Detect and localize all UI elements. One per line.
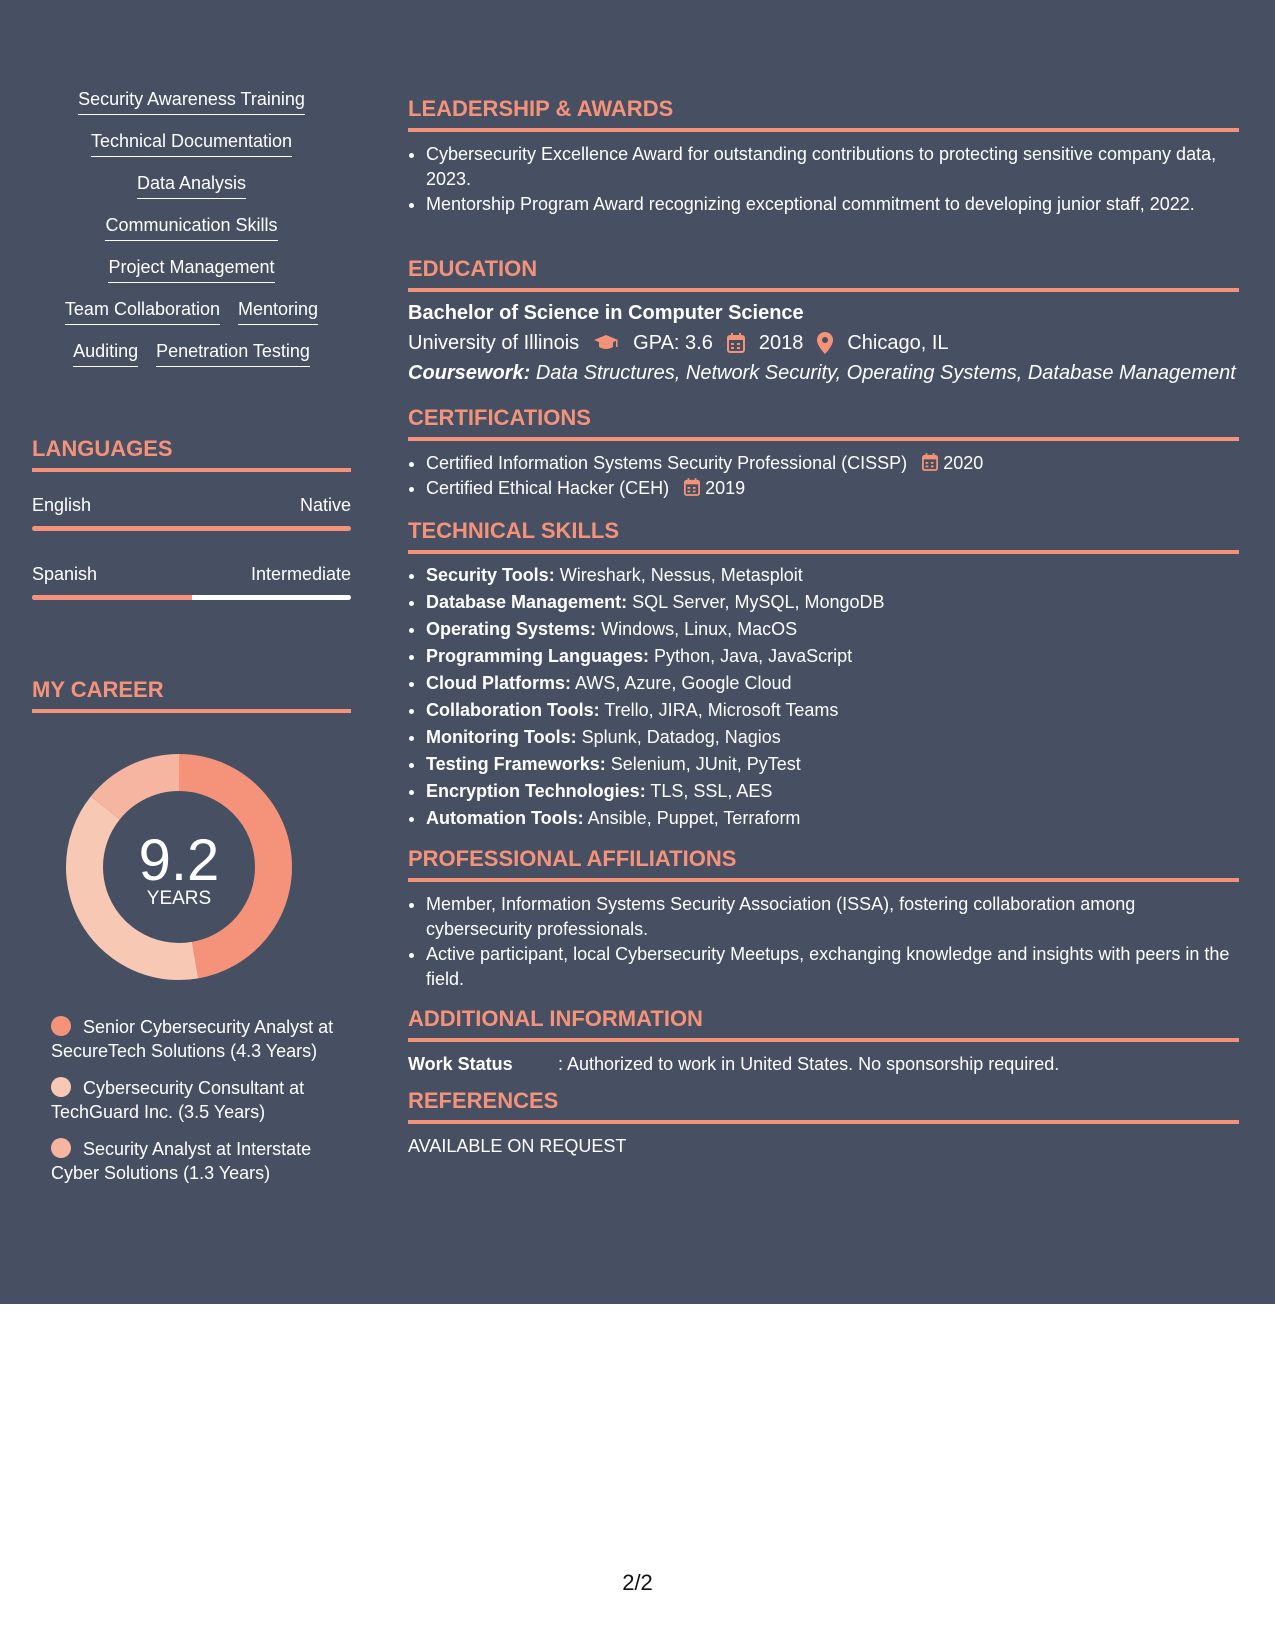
career-donut-chart (66, 754, 292, 980)
list-item (426, 751, 1239, 778)
skill-tag: Team Collaboration (65, 298, 220, 325)
calendar-icon (727, 333, 745, 353)
map-pin-icon (817, 332, 833, 354)
work-status-value: : Authorized to work in United States. No sponsorship required. (558, 1054, 1060, 1074)
certifications-list (408, 451, 1239, 501)
list-item (426, 616, 1239, 643)
legend-dot-icon (51, 1138, 71, 1158)
skill-values: Trello, JIRA, Microsoft Teams (604, 700, 839, 720)
skill-category: Cloud Platforms: (426, 673, 572, 693)
references-section (408, 1088, 1239, 1158)
education-coursework (408, 360, 1239, 386)
language-level: Native (299, 495, 351, 515)
calendar-icon (922, 453, 938, 471)
references-text: AVAILABLE ON REQUEST (408, 1136, 627, 1156)
technical-skills-section (408, 518, 1239, 832)
skill-values: SQL Server, MySQL, MongoDB (632, 592, 885, 612)
language-proficiency-bar (32, 526, 351, 531)
coursework-value: Data Structures, Network Security, Operating Systems, Database Management (535, 362, 1236, 384)
certification-name: Certified Information Systems Security Professional (CISSP) (426, 453, 908, 473)
language-level: Intermediate (250, 564, 351, 584)
affiliations-section (408, 846, 1239, 992)
work-status-label: Work Status (408, 1054, 513, 1074)
skill-category: Programming Languages: (426, 646, 650, 666)
skills-list (32, 88, 351, 382)
skill-tag: Security Awareness Training (78, 88, 305, 115)
skill-values: Splunk, Datadog, Nagios (581, 727, 781, 747)
language-proficiency-fill (32, 595, 192, 600)
legend-dot-icon (51, 1077, 71, 1097)
list-item (426, 562, 1239, 589)
certification-year: 2019 (705, 478, 746, 498)
work-status-row (408, 1052, 1239, 1076)
education-gpa: GPA: 3.6 (633, 332, 713, 354)
language-name: Spanish (32, 564, 98, 584)
additional-info-heading: ADDITIONAL INFORMATION (408, 1006, 1239, 1042)
career-years-unit: YEARS (146, 888, 212, 909)
affiliations-list (408, 892, 1239, 992)
references-heading: REFERENCES (408, 1088, 1239, 1124)
list-item: • Mentorship Program Award recognizing exceptional commitment to developing junior staff, 2022. (426, 192, 1239, 217)
skill-tag: Auditing (73, 340, 138, 367)
skill-values: Selenium, JUnit, PyTest (610, 754, 801, 774)
leadership-heading: LEADERSHIP & AWARDS (408, 96, 1239, 132)
education-location: Chicago, IL (847, 332, 949, 354)
skill-tag: Communication Skills (105, 214, 277, 241)
additional-info-section (408, 1006, 1239, 1076)
certification-name: Certified Ethical Hacker (CEH) (426, 478, 670, 498)
education-year: 2018 (758, 332, 804, 354)
list-item (426, 643, 1239, 670)
career-legend-item (51, 1076, 341, 1124)
list-item (426, 724, 1239, 751)
list-item (426, 589, 1239, 616)
language-proficiency-bar (32, 595, 351, 600)
language-name: English (32, 495, 92, 515)
skill-values: Wireshark, Nessus, Metasploit (559, 565, 803, 585)
career-legend-item (51, 1137, 341, 1185)
certification-year: 2020 (943, 453, 984, 473)
career-legend (51, 1015, 341, 1198)
skill-category: Encryption Technologies: (426, 781, 646, 801)
language-item (32, 563, 351, 600)
languages-heading: LANGUAGES (32, 436, 351, 472)
leadership-section (408, 96, 1239, 217)
career-heading: MY CAREER (32, 677, 351, 713)
skill-tag: Penetration Testing (156, 340, 310, 367)
skill-category: Security Tools: (426, 565, 555, 585)
technical-skills-heading: TECHNICAL SKILLS (408, 518, 1239, 554)
education-degree: Bachelor of Science in Computer Science (408, 302, 804, 324)
skill-category: Monitoring Tools: (426, 727, 577, 747)
skill-tag: Mentoring (238, 298, 318, 325)
skill-values: Python, Java, JavaScript (654, 646, 853, 666)
legend-dot-icon (51, 1016, 71, 1036)
education-heading: EDUCATION (408, 256, 1239, 292)
skill-category: Testing Frameworks: (426, 754, 606, 774)
list-item (426, 476, 1239, 501)
list-item (426, 670, 1239, 697)
list-item (426, 805, 1239, 832)
career-total-years: 9.2 (138, 828, 220, 893)
leadership-list (408, 142, 1239, 217)
list-item: • Cybersecurity Excellence Award for outstanding contributions to protecting sensitive company data, 2023. (426, 142, 1239, 192)
certifications-section (408, 405, 1239, 501)
skill-values: TLS, SSL, AES (650, 781, 773, 801)
list-item (426, 451, 1239, 476)
education-section (408, 256, 1239, 386)
calendar-icon (684, 478, 700, 496)
career-legend-item (51, 1015, 341, 1063)
skill-tag: Project Management (108, 256, 274, 283)
language-item (32, 494, 351, 531)
skill-tag: Data Analysis (137, 172, 246, 199)
education-details (408, 330, 1239, 356)
coursework-label: Coursework: (408, 362, 531, 384)
skill-values: Ansible, Puppet, Terraform (587, 808, 801, 828)
career-job-label: Security Analyst at Interstate Cyber Solutions (1.3 Years) (51, 1139, 312, 1183)
skill-category: Automation Tools: (426, 808, 584, 828)
page-number: 2/2 (622, 1570, 653, 1595)
skill-values: AWS, Azure, Google Cloud (575, 673, 792, 693)
graduation-cap-icon (593, 334, 619, 352)
skill-category: Collaboration Tools: (426, 700, 600, 720)
skill-tag: Technical Documentation (91, 130, 292, 157)
affiliations-heading: PROFESSIONAL AFFILIATIONS (408, 846, 1239, 882)
certifications-heading: CERTIFICATIONS (408, 405, 1239, 441)
list-item: • Member, Information Systems Security Association (ISSA), fostering collaboration among cybersecurity professionals. (426, 892, 1239, 942)
technical-skills-list (408, 562, 1239, 832)
skill-category: Operating Systems: (426, 619, 597, 639)
career-job-label: Cybersecurity Consultant at TechGuard Inc. (3.5 Years) (51, 1078, 305, 1122)
skill-category: Database Management: (426, 592, 628, 612)
skill-values: Windows, Linux, MacOS (601, 619, 798, 639)
education-school: University of Illinois (408, 332, 580, 354)
list-item (426, 697, 1239, 724)
career-job-label: Senior Cybersecurity Analyst at SecureTech Solutions (4.3 Years) (51, 1017, 334, 1061)
list-item: • Active participant, local Cybersecurity Meetups, exchanging knowledge and insights with peers in the field. (426, 942, 1239, 992)
language-proficiency-fill (32, 526, 351, 531)
list-item (426, 778, 1239, 805)
